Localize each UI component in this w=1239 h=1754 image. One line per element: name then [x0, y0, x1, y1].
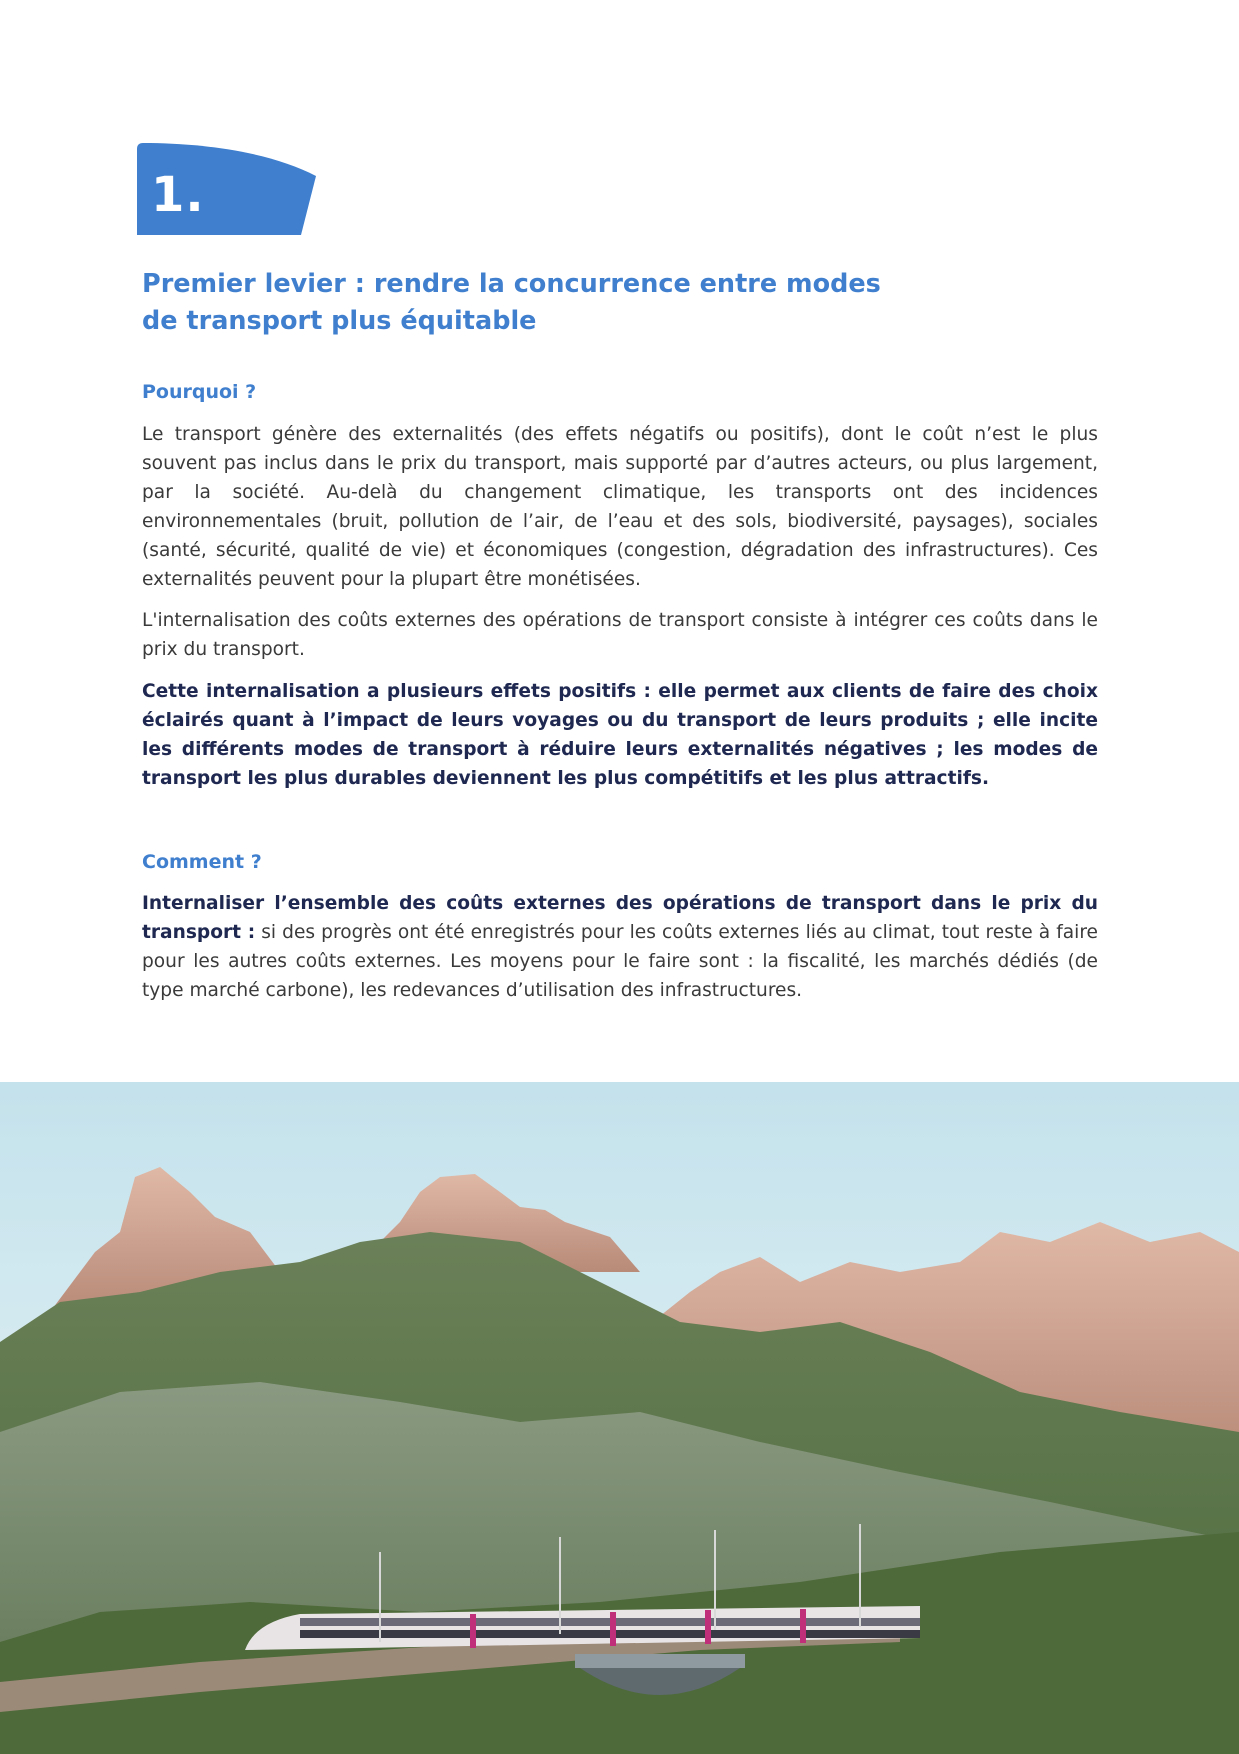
why-paragraph-2: L'internalisation des coûts externes des opérations de transport consiste à intégrer ces coûts dans le prix du transport.	[142, 610, 1098, 660]
how-paragraph	[142, 889, 1098, 1005]
photo-illustration	[0, 1082, 1239, 1754]
bridge	[575, 1654, 745, 1668]
page-title-line-1: Premier levier : rendre la concurrence entre modes	[142, 269, 881, 299]
how-rest: si des progrès ont été enregistrés pour les coûts externes liés au climat, tout reste à faire pour les autres coûts externes. Les moyens pour le faire sont : la fiscalité, les marchés dédiés (de type marché carbone), les redevances d’utilisation des infrastructures.	[142, 922, 1098, 1001]
page-title	[142, 266, 902, 340]
why-paragraph-3: Cette internalisation a plusieurs effets positifs : elle permet aux clients de faire des choix éclairés quant à l’impact de leurs voyages ou du transport de leurs produits ; elle incite les différents modes de transport à réduire leurs externalités négatives ; les modes de transport les plus durables deviennent les plus compétitifs et les plus attractifs.	[142, 681, 1098, 789]
how-heading: Comment ?	[142, 851, 262, 873]
why-heading: Pourquoi ?	[142, 381, 257, 403]
landscape-train-photo	[0, 1082, 1239, 1754]
section-number-badge	[137, 143, 317, 236]
why-paragraph-1: Le transport génère des externalités (des effets négatifs ou positifs), dont le coût n’est le plus souvent pas inclus dans le prix du transport, mais supporté par d’autres acteurs, ou plus largement, par la société. Au-delà du changement climatique, les transports ont des incidences environnementales (bruit, pollution de l’air, de l’eau et des sols, biodiversité, paysages), sociales (santé, sécurité, qualité de vie) et économiques (congestion, dégradation des infrastructures). Ces externalités peuvent pour la plupart être monétisées.	[142, 424, 1098, 590]
how-lead: Internaliser l’ensemble des coûts externes des opérations de transport dans le prix du transport :	[142, 893, 1098, 943]
page-title-line-2: de transport plus équitable	[142, 306, 537, 336]
section-number: 1.	[151, 167, 205, 223]
